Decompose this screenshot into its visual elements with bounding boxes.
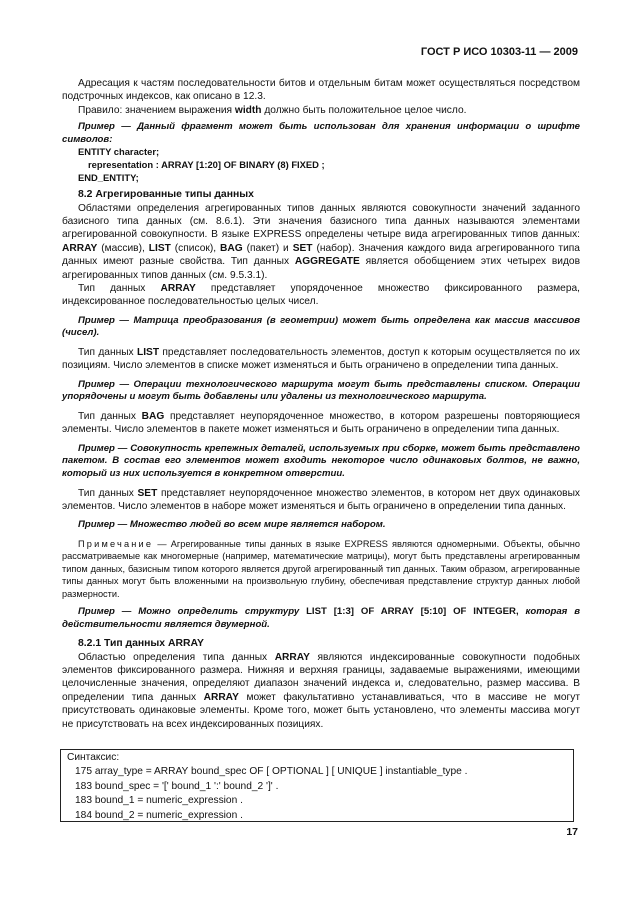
syntax-rule-bound-1: 183 bound_1 = numeric_expression . (75, 795, 243, 807)
syntax-rule-bound-spec: 183 bound_spec = '[' bound_1 ':' bound_2 ']' . (75, 780, 279, 792)
syntax-rule-bound-2: 184 bound_2 = numeric_expression . (75, 809, 243, 821)
example-matrix: Пример — Матрица преобразования (в геометрии) может быть определена как массив массивов (чисел). (62, 314, 580, 339)
paragraph-array-type: Тип данных ARRAY представляет упорядоченное множество фиксированного размера, индексированное последовательностью целых чисел. (62, 283, 581, 308)
page-body (62, 77, 580, 731)
note-dimensionality: Примечание — Агрегированные типы данных в языке EXPRESS являются одномерными. Объекты, обычно рассматриваемые как многомерные (например, математические матрицы), могут быть представлены агрегированным типом данных, базисным типом которого является другой агрегированный тип данных. Таким образом, агрегированные типы данных могут быть вложенными на произвольную глубину, обеспечивая представление структур данных любой размерности. (62, 539, 580, 599)
paragraph-width-rule: Правило: значением выражения width должно быть положительное целое число. (78, 104, 467, 116)
syntax-title: Синтаксис: (67, 752, 120, 763)
page-number: 17 (566, 826, 578, 838)
example-route: Пример — Операции технологического маршрута могут быть представлены списком. Операции упорядочены и могут быть добавлены или удалены из технологического маршрута. (62, 378, 580, 403)
example-nested-structure: Пример — Можно определить структуру LIST [1:3] OF ARRAY [5:10] OF INTEGER, которая в действительности является двумерной. (62, 606, 580, 630)
section-heading-8-2: 8.2 Агрегированные типы данных (78, 189, 254, 201)
paragraph-list-type: Тип данных LIST представляет последовательность элементов, доступ к которым осуществляется по их позициям. Число элементов в списке может изменяться и быть ограничено в определении типа данных. (62, 347, 580, 372)
running-header: ГОСТ Р ИСО 10303-11 — 2009 (420, 46, 578, 58)
paragraph-set-type: Тип данных SET представляет неупорядоченное множество элементов, в котором нет двух одинаковых элементов. Число элементов в наборе может изменяться и быть ограничено в определении типа данных. (62, 487, 581, 513)
example-fasteners: Пример — Совокупность крепежных деталей, используемых при сборке, может быть представлено пакетом. В состав его элементов может входить некоторое число одинаковых болтов, не важно, который из них используется в конкретном отверстии. (62, 442, 580, 480)
paragraph-bit-addressing: Адресация к частям последовательности битов и отдельным битам может осуществляться посредством подстрочных индексов, как описано в 12.3. (62, 78, 580, 103)
example-character-font: Пример — Данный фрагмент может быть использован для хранения информации о шрифте символов: (62, 121, 580, 145)
code-line-representation: representation : ARRAY [1:20] OF BINARY (8) FIXED ; (88, 159, 325, 170)
syntax-box (60, 749, 574, 822)
example-people: Пример — Множество людей во всем мире является набором. (78, 519, 386, 531)
paragraph-aggregate-types: Областями определения агрегированных типов данных являются совокупности значений заданного базисного типа данных (см. 8.6.1). Эти значения базисного типа данных называются элементами агрегированной совокупности. В языке EXPRESS определены четыре вида агрегированных типов данных: ARRAY (массив), LIST (список), BAG (пакет) и SET (набор). Значения каждого вида агрегированного типа данных имеют разные свойства. Тип данных AGGREGATE является обобщением этих четырех видов агрегированных типов данных (см. 9.5.3.1). (62, 202, 580, 281)
syntax-rule-array-type: 175 array_type = ARRAY bound_spec OF [ OPTIONAL ] [ UNIQUE ] instantiable_type . (75, 766, 468, 778)
paragraph-array-definition: Областью определения типа данных ARRAY являются индексированные совокупности подобных элементов фиксированного размера. Нижняя и верхняя границы, задаваемые выражениями, имеющими целочисленные значения, определяют диапазон значений индекса и, следовательно, размер массива. В определении типа данных ARRAY может факультативно устанавливаться, что в массиве не могут присутствовать одинаковые элементы. Кроме того, может быть установлено, что элементы массива могут не присутствовать на всех индексированных позициях. (62, 651, 580, 730)
code-line-end-entity: END_ENTITY; (78, 171, 139, 183)
paragraph-bag-type: Тип данных BAG представляет неупорядоченное множество, в котором разрешены повторяющиеся элементы. Число элементов в пакете может изменяться и быть ограничено в определении типа данных. (62, 411, 580, 436)
section-heading-8-2-1: 8.2.1 Тип данных ARRAY (78, 638, 204, 650)
code-line-entity: ENTITY character; (78, 146, 160, 158)
